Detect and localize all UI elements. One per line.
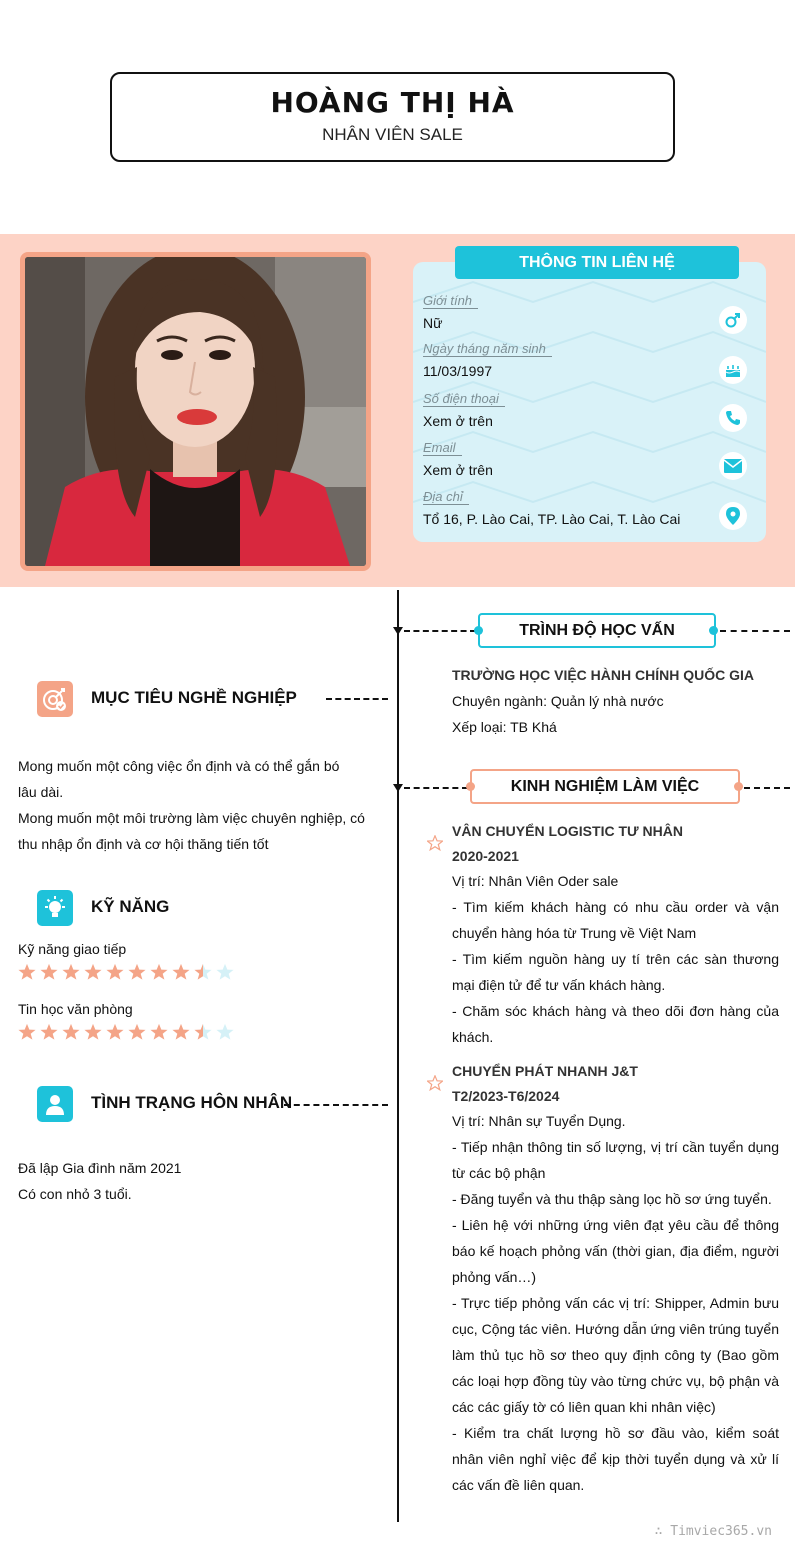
education-grade: Xếp loại: TB Khá bbox=[452, 719, 557, 735]
marital-line: Đã lập Gia đình năm 2021 bbox=[18, 1160, 182, 1176]
star-icon bbox=[18, 1023, 36, 1041]
phone-label: Số điện thoại bbox=[423, 391, 505, 407]
candidate-name: HOÀNG THỊ HÀ bbox=[270, 86, 515, 119]
connector-line bbox=[744, 787, 790, 789]
job-duty: - Liên hệ với những ứng viên đạt yêu cầu để thông báo kế hoạch phỏng vấn (thời gian, địa điểm, người phỏng vấn…) bbox=[452, 1217, 779, 1285]
star-icon bbox=[216, 963, 234, 981]
job-duty: - Kiểm tra chất lượng hồ sơ đầu vào, kiểm soát nhân viên nghỉ việc để kịp thời tuyển dụng và xử lí các vấn đề liên quan. bbox=[452, 1425, 779, 1493]
contact-gender bbox=[423, 290, 763, 331]
marital-line: Có con nhỏ 3 tuổi. bbox=[18, 1186, 132, 1202]
job-duty: - Tìm kiếm nguồn hàng uy tí trên các sàn thương mại điện tử để tư vấn khách hàng. bbox=[452, 951, 779, 993]
connector-line bbox=[404, 630, 476, 632]
job-duty: - Tìm kiếm khách hàng có nhu cầu order và vận chuyển hàng hóa từ Trung về Việt Nam bbox=[452, 899, 779, 941]
birthday-label: Ngày tháng năm sinh bbox=[423, 341, 552, 357]
education-title: TRÌNH ĐỘ HỌC VẤN bbox=[478, 613, 716, 648]
star-icon bbox=[40, 1023, 58, 1041]
objective-line: Mong muốn một công việc ổn định và có thể gắn bó bbox=[18, 758, 340, 774]
job-duty: - Đăng tuyển và thu thập sàng lọc hồ sơ ứng tuyển. bbox=[452, 1191, 772, 1207]
star-icon bbox=[128, 1023, 146, 1041]
job-period: 2020-2021 bbox=[452, 848, 519, 864]
section-dot bbox=[466, 782, 475, 791]
section-dot bbox=[709, 626, 718, 635]
profile-photo bbox=[20, 252, 371, 571]
star-icon bbox=[62, 1023, 80, 1041]
objective-title: MỤC TIÊU NGHỀ NGHIỆP bbox=[91, 688, 297, 707]
skill-rating bbox=[18, 1023, 234, 1041]
job-role: Vị trí: Nhân sự Tuyển Dụng. bbox=[452, 1113, 626, 1129]
name-box bbox=[110, 72, 675, 162]
phone-value: Xem ở trên bbox=[423, 413, 493, 429]
connector-line bbox=[326, 698, 388, 700]
objective-line: lâu dài. bbox=[18, 784, 64, 800]
job-duty: - Chăm sóc khách hàng và theo dõi đơn hàng của khách. bbox=[452, 1003, 779, 1045]
star-icon bbox=[172, 1023, 190, 1041]
birthday-value: 11/03/1997 bbox=[423, 363, 493, 379]
education-major: Chuyên ngành: Quản lý nhà nước bbox=[452, 693, 664, 709]
cake-icon bbox=[719, 356, 747, 384]
star-icon bbox=[18, 963, 36, 981]
watermark: ∴ Timviec365.vn bbox=[654, 1524, 772, 1539]
star-icon bbox=[172, 963, 190, 981]
job-company: VÂN CHUYỂN LOGISTIC TƯ NHÂN bbox=[452, 823, 683, 839]
job-role: Vị trí: Nhân Viên Oder sale bbox=[452, 873, 619, 889]
timeline-line bbox=[397, 590, 399, 1522]
contact-birthday bbox=[423, 338, 763, 379]
timeline-arrow bbox=[393, 627, 403, 635]
star-icon bbox=[40, 963, 58, 981]
email-label: Email bbox=[423, 440, 462, 456]
marital-title: TÌNH TRẠNG HÔN NHÂN bbox=[91, 1093, 293, 1112]
star-icon bbox=[84, 1023, 102, 1041]
star-icon bbox=[106, 963, 124, 981]
gender-icon bbox=[719, 306, 747, 334]
person-icon bbox=[37, 1086, 73, 1122]
job-period: T2/2023-T6/2024 bbox=[452, 1088, 560, 1104]
objective-line: thu nhập ổn định và cơ hội thăng tiến tốt bbox=[18, 836, 269, 852]
contact-section-title: THÔNG TIN LIÊN HỆ bbox=[455, 246, 739, 279]
skill-name: Tin học văn phòng bbox=[18, 1001, 133, 1017]
experience-title: KINH NGHIỆM LÀM VIỆC bbox=[470, 769, 740, 804]
star-icon bbox=[150, 1023, 168, 1041]
address-label: Địa chỉ bbox=[423, 489, 469, 505]
target-icon bbox=[37, 681, 73, 717]
star-icon bbox=[106, 1023, 124, 1041]
star-icon bbox=[128, 963, 146, 981]
address-value: Tổ 16, P. Lào Cai, TP. Lào Cai, T. Lào Cai bbox=[423, 511, 681, 527]
education-school: TRƯỜNG HỌC VIỆC HÀNH CHÍNH QUỐC GIA bbox=[452, 667, 755, 683]
contact-email bbox=[423, 437, 763, 478]
candidate-position: NHÂN VIÊN SALE bbox=[322, 125, 463, 144]
job-bullet-star-icon bbox=[427, 1075, 443, 1091]
star-icon bbox=[216, 1023, 234, 1041]
job-company: CHUYỂN PHÁT NHANH J&T bbox=[452, 1063, 638, 1079]
job-duty: - Tiếp nhận thông tin số lượng, vị trí cần tuyển dụng từ các bộ phận bbox=[452, 1139, 779, 1181]
contact-phone bbox=[423, 388, 763, 429]
email-value: Xem ở trên bbox=[423, 462, 493, 478]
star-icon bbox=[194, 963, 212, 981]
skills-title: KỸ NĂNG bbox=[91, 897, 170, 916]
connector-line bbox=[720, 630, 790, 632]
star-icon bbox=[84, 963, 102, 981]
mail-icon bbox=[719, 452, 747, 480]
job-duty: - Trực tiếp phỏng vấn các vị trí: Shipper, Admin bưu cục, Cộng tác viên. Hướng dẫn ứng viên trúng tuyển làm thủ tục hồ sơ theo quy định công ty (Bao gồm các loại hợp đồng tùy vào từng chức vụ, bộ phận và các các giấy tờ có liên quan khi nhân việc) bbox=[452, 1295, 779, 1415]
timeline-arrow bbox=[393, 784, 403, 792]
gender-value: Nữ bbox=[423, 315, 443, 331]
section-dot bbox=[474, 626, 483, 635]
gender-label: Giới tính bbox=[423, 293, 478, 309]
job-bullet-star-icon bbox=[427, 835, 443, 851]
star-icon bbox=[150, 963, 168, 981]
section-dot bbox=[734, 782, 743, 791]
skill-rating bbox=[18, 963, 234, 981]
contact-address bbox=[423, 486, 763, 527]
objective-line: Mong muốn một môi trường làm việc chuyên nghiệp, có bbox=[18, 810, 365, 826]
lightbulb-icon bbox=[37, 890, 73, 926]
location-icon bbox=[719, 502, 747, 530]
star-icon bbox=[62, 963, 80, 981]
star-icon bbox=[194, 1023, 212, 1041]
connector-line bbox=[404, 787, 468, 789]
phone-icon bbox=[719, 404, 747, 432]
skill-name: Kỹ năng giao tiếp bbox=[18, 941, 127, 957]
connector-line bbox=[284, 1104, 388, 1106]
